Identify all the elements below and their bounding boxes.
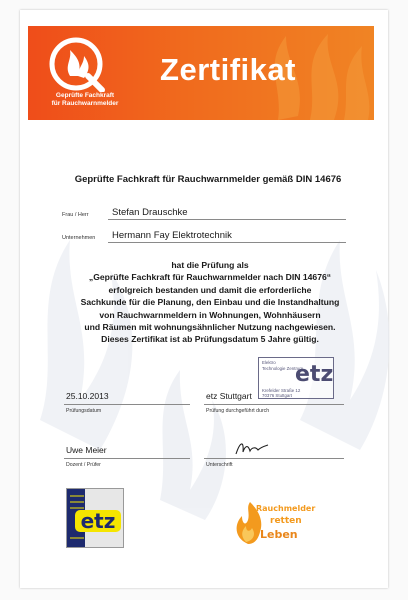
stamp-line: Technologie Zentrum [262, 366, 304, 371]
certificate-title: Zertifikat [160, 52, 296, 87]
rauchmelder-line-3: Leben [260, 528, 298, 541]
body-line: und Räumen mit wohnungsähnlicher Nutzung nachgewiesen. [84, 322, 336, 333]
exam-location-value: etz Stuttgart [206, 391, 252, 401]
signature-line [204, 458, 344, 459]
certificate-headline: Geprüfte Fachkraft für Rauchwarnmelder gemäß DIN 14676 [74, 174, 342, 185]
fachkraft-q-logo-icon [48, 36, 108, 92]
body-line: Dieses Zertifikat ist ab Prüfungsdatum 5 Jahre gültig. [101, 334, 319, 345]
examiner-value: Uwe Meier [66, 445, 107, 455]
etz-logo-text: etz [75, 510, 121, 532]
rauchmelder-retten-leben-logo [222, 492, 342, 554]
header-banner [28, 26, 374, 120]
body-line: Sachkunde für die Planung, den Einbau und die Instandhaltung [80, 297, 340, 308]
exam-date-line [64, 404, 190, 405]
company-value: Hermann Fay Elektrotechnik [112, 230, 232, 241]
company-label: Unternehmen [62, 235, 96, 241]
body-line: von Rauchwarnmeldern in Wohnungen, Wohnhäusern [99, 309, 321, 320]
company-underline [108, 242, 346, 243]
name-underline [108, 219, 346, 220]
exam-location-line [204, 404, 344, 405]
examiner-line [64, 458, 190, 459]
exam-location-label: Prüfung durchgeführt durch [206, 408, 270, 414]
logo-caption-line-2: für Rauchwarnmelder [51, 100, 119, 107]
rauchmelder-line-2: retten [270, 516, 302, 526]
stamp-line: Elektro [262, 360, 276, 365]
etz-logo [66, 488, 124, 548]
body-line: „Geprüfte Fachkraft für Rauchwarnmelder nach DIN 14676“ [88, 272, 332, 283]
stamp-line: Krefelder Straße 12 [262, 388, 301, 393]
name-value: Stefan Drauschke [112, 207, 188, 218]
logo-caption-line-1: Geprüfte Fachkraft [55, 92, 115, 99]
etz-stamp [258, 357, 334, 399]
logo-caption [40, 92, 130, 108]
examiner-label: Dozent / Prüfer [66, 462, 101, 468]
exam-date-value: 25.10.2013 [66, 391, 109, 401]
rauchmelder-line-1: Rauchmelder [256, 504, 316, 513]
certificate-body-text [40, 259, 380, 346]
stamp-etz-logo: etz [295, 362, 334, 387]
signature-label: Unterschrift [206, 462, 233, 468]
handwritten-signature [232, 438, 272, 458]
name-label: Frau / Herr [62, 212, 89, 218]
stamp-line: 70376 Stuttgart [262, 393, 293, 398]
body-line: hat die Prüfung als [171, 260, 249, 270]
exam-date-label: Prüfungsdatum [66, 408, 102, 414]
body-line: erfolgreich bestanden und damit die erforderliche [108, 284, 312, 295]
